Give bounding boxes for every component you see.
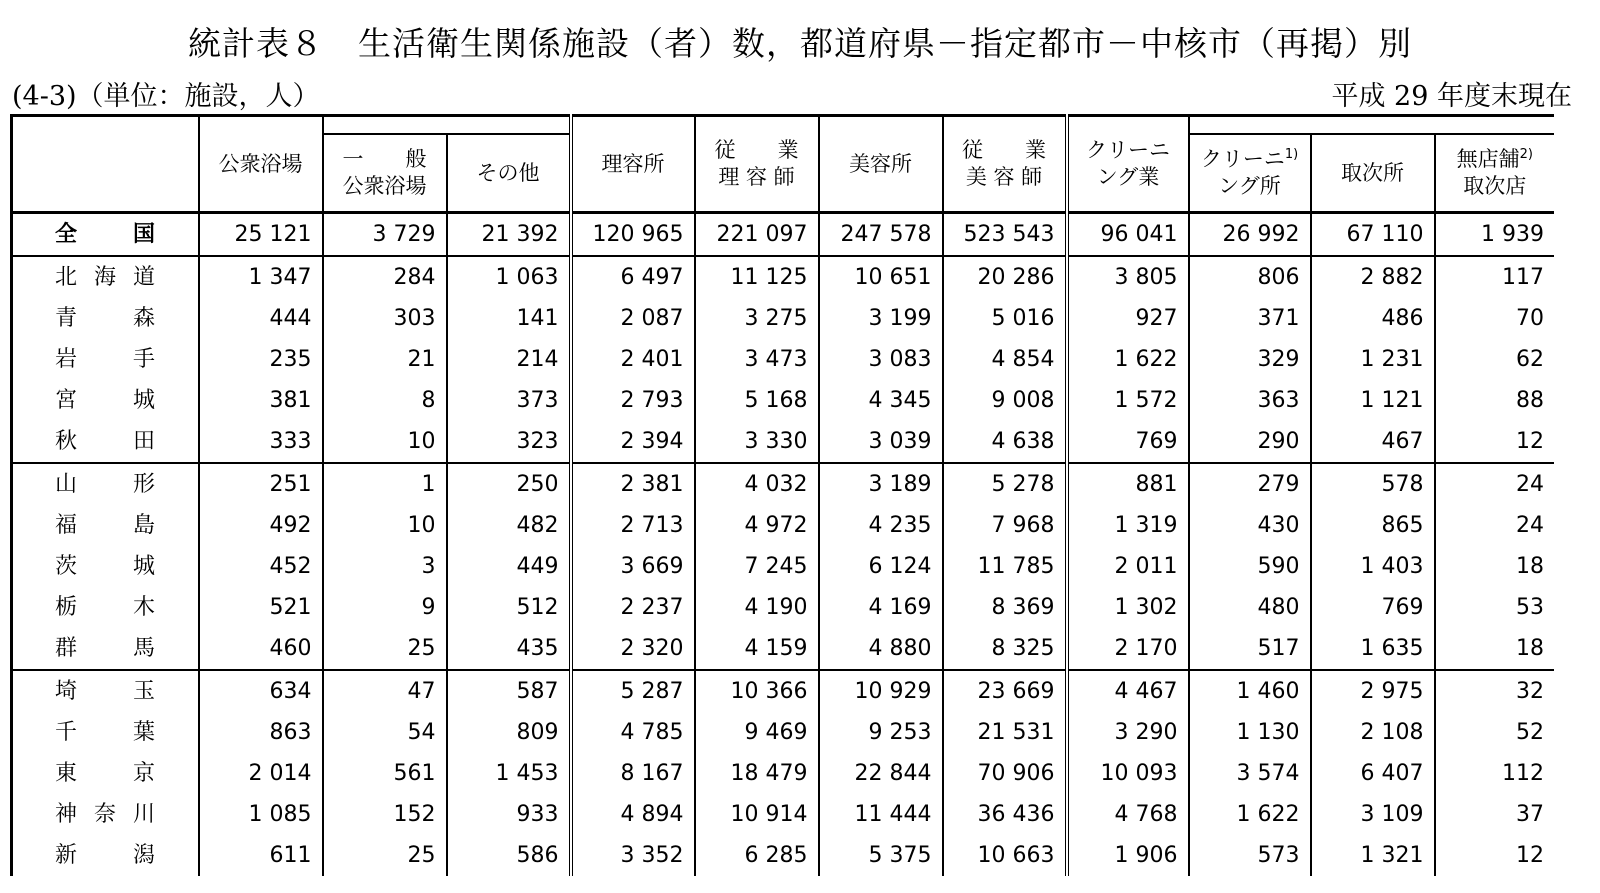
- table-cell: 117: [1435, 256, 1555, 298]
- table-cell: 2 014: [199, 753, 323, 794]
- table-cell: 6 407: [1311, 753, 1435, 794]
- table-cell: 587: [447, 670, 571, 712]
- table-cell: 152: [323, 794, 447, 835]
- table-cell: 96 041: [1067, 213, 1189, 257]
- table-cell: 4 972: [695, 505, 819, 546]
- table-cell: 21 392: [447, 213, 571, 257]
- table-cell: 8 167: [571, 753, 695, 794]
- table-cell: 4 768: [1067, 794, 1189, 835]
- table-cell: 8 325: [943, 628, 1067, 670]
- table-cell: 3 083: [819, 339, 943, 380]
- row-label: 山 形: [12, 463, 199, 505]
- table-cell: 1 403: [1311, 546, 1435, 587]
- table-cell: 18: [1435, 546, 1555, 587]
- table-cell: 5 287: [571, 670, 695, 712]
- table-row: [12, 380, 1555, 421]
- table-cell: 36 436: [943, 794, 1067, 835]
- table-cell: 881: [1067, 463, 1189, 505]
- table-unit-note: (4-3)（単位：施設，人）: [12, 81, 320, 112]
- table-cell: 3 199: [819, 298, 943, 339]
- table-cell: 2 401: [571, 339, 695, 380]
- as-of-date: 平成 29 年度末現在: [1331, 81, 1572, 112]
- statistics-table: [10, 114, 1554, 876]
- table-cell: 4 467: [1067, 670, 1189, 712]
- col-header-0: [199, 116, 323, 213]
- footnote-marker: 1): [1284, 147, 1299, 162]
- table-cell: 9 253: [819, 712, 943, 753]
- table-cell: 70: [1435, 298, 1555, 339]
- table-cell: 467: [1311, 421, 1435, 463]
- col-header-text: 従 業: [714, 138, 799, 162]
- table-cell: 8: [323, 380, 447, 421]
- table-cell: 11 785: [943, 546, 1067, 587]
- table-cell: 10 914: [695, 794, 819, 835]
- table-cell: 2 011: [1067, 546, 1189, 587]
- statistics-table-container: [10, 114, 1554, 893]
- table-cell: 578: [1311, 463, 1435, 505]
- table-cell: 5 016: [943, 298, 1067, 339]
- col-header-7: [1067, 116, 1189, 213]
- table-cell: 4 880: [819, 628, 943, 670]
- table-cell: 1 635: [1311, 628, 1435, 670]
- col-header-cleaning-group: [1189, 116, 1555, 135]
- table-cell: 25 121: [199, 213, 323, 257]
- table-cell: 3 729: [323, 213, 447, 257]
- footnote-marker: 2): [1519, 147, 1533, 162]
- row-label: 岩 手: [12, 339, 199, 380]
- table-cell: 3: [323, 546, 447, 587]
- table-cell: 1 939: [1435, 213, 1555, 257]
- table-cell: 1 460: [1189, 670, 1311, 712]
- table-cell: 303: [323, 298, 447, 339]
- row-label: 東 京: [12, 753, 199, 794]
- col-header-3: [571, 116, 695, 213]
- table-row: [12, 421, 1555, 463]
- table-cell: 371: [1189, 298, 1311, 339]
- col-header-text: 無店舗: [1456, 147, 1520, 171]
- col-header-2: [447, 134, 571, 213]
- table-cell: 4 345: [819, 380, 943, 421]
- table-cell: 2 713: [571, 505, 695, 546]
- row-label-header: [12, 116, 199, 213]
- col-header-8: [1189, 134, 1311, 213]
- row-label: 神 奈 川: [12, 794, 199, 835]
- table-cell: 18 479: [695, 753, 819, 794]
- table-cell: 3 109: [1311, 794, 1435, 835]
- table-row: [12, 339, 1555, 380]
- table-cell: 10 663: [943, 835, 1067, 876]
- table-cell: 53: [1435, 587, 1555, 628]
- table-cell: 52: [1435, 712, 1555, 753]
- col-header-bath-group: [323, 116, 571, 135]
- table-cell: 3 039: [819, 421, 943, 463]
- table-cell: 9: [323, 587, 447, 628]
- table-cell: 3 290: [1067, 712, 1189, 753]
- table-cell: 32: [1435, 670, 1555, 712]
- table-cell: 8 369: [943, 587, 1067, 628]
- row-label: 北 海 道: [12, 256, 199, 298]
- table-row: [12, 463, 1555, 505]
- table-cell: 88: [1435, 380, 1555, 421]
- table-row: [12, 505, 1555, 546]
- col-header-text: その他: [476, 160, 540, 185]
- table-cell: 24: [1435, 463, 1555, 505]
- table-cell: 12: [1435, 421, 1555, 463]
- table-row: [12, 794, 1555, 835]
- row-label: 茨 城: [12, 546, 199, 587]
- row-label: 埼 玉: [12, 670, 199, 712]
- table-cell: 460: [199, 628, 323, 670]
- table-cell: 251: [199, 463, 323, 505]
- table-cell: 2 394: [571, 421, 695, 463]
- table-cell: 769: [1067, 421, 1189, 463]
- table-cell: 1 302: [1067, 587, 1189, 628]
- table-cell: 112: [1435, 753, 1555, 794]
- table-cell: 3 574: [1189, 753, 1311, 794]
- table-cell: 512: [447, 587, 571, 628]
- table-cell: 10 929: [819, 670, 943, 712]
- table-cell: 250: [447, 463, 571, 505]
- table-cell: 1 347: [199, 256, 323, 298]
- col-header-text: クリーニ: [1086, 138, 1170, 162]
- table-cell: 247 578: [819, 213, 943, 257]
- table-cell: 5 375: [819, 835, 943, 876]
- table-cell: 3 805: [1067, 256, 1189, 298]
- col-header-text: 美容所: [849, 151, 912, 176]
- col-header-text: 理 容 師: [718, 165, 795, 189]
- table-cell: 67 110: [1311, 213, 1435, 257]
- table-cell: 586: [447, 835, 571, 876]
- col-header-text: 取次店: [1463, 174, 1527, 198]
- table-cell: 4 235: [819, 505, 943, 546]
- table-cell: 486: [1311, 298, 1435, 339]
- table-cell: 10 366: [695, 670, 819, 712]
- table-cell: 4 169: [819, 587, 943, 628]
- table-cell: 4 190: [695, 587, 819, 628]
- table-cell: 1 085: [199, 794, 323, 835]
- table-cell: 10: [323, 421, 447, 463]
- table-row: [12, 546, 1555, 587]
- table-cell: 1 063: [447, 256, 571, 298]
- table-cell: 6 497: [571, 256, 695, 298]
- table-cell: 21: [323, 339, 447, 380]
- table-cell: 1 622: [1067, 339, 1189, 380]
- table-cell: 5 168: [695, 380, 819, 421]
- table-cell: 62: [1435, 339, 1555, 380]
- table-cell: 1 130: [1189, 712, 1311, 753]
- table-cell: 1 572: [1067, 380, 1189, 421]
- table-cell: 865: [1311, 505, 1435, 546]
- table-cell: 11 444: [819, 794, 943, 835]
- table-cell: 4 159: [695, 628, 819, 670]
- table-cell: 3 189: [819, 463, 943, 505]
- table-cell: 4 638: [943, 421, 1067, 463]
- table-cell: 482: [447, 505, 571, 546]
- table-cell: 1 453: [447, 753, 571, 794]
- table-cell: 22 844: [819, 753, 943, 794]
- table-cell: 2 793: [571, 380, 695, 421]
- table-cell: 9 008: [943, 380, 1067, 421]
- row-label: 新 潟: [12, 835, 199, 876]
- table-cell: 444: [199, 298, 323, 339]
- table-cell: 21 531: [943, 712, 1067, 753]
- table-cell: 4 894: [571, 794, 695, 835]
- col-header-text: クリーニ: [1200, 147, 1285, 171]
- table-cell: 1 121: [1311, 380, 1435, 421]
- table-body: [12, 213, 1555, 877]
- table-cell: 4 854: [943, 339, 1067, 380]
- table-cell: 2 381: [571, 463, 695, 505]
- row-label: 栃 木: [12, 587, 199, 628]
- col-header-6: [943, 116, 1067, 213]
- table-cell: 9 469: [695, 712, 819, 753]
- col-header-text: 美 容 師: [965, 165, 1043, 189]
- table-cell: 120 965: [571, 213, 695, 257]
- table-cell: 3 330: [695, 421, 819, 463]
- table-cell: 2 237: [571, 587, 695, 628]
- col-header-text: 公衆浴場: [342, 174, 427, 198]
- table-cell: 141: [447, 298, 571, 339]
- total-row: [12, 213, 1555, 257]
- row-label: 宮 城: [12, 380, 199, 421]
- row-label: 群 馬: [12, 628, 199, 670]
- table-cell: 10 093: [1067, 753, 1189, 794]
- table-cell: 4 032: [695, 463, 819, 505]
- table-cell: 2 108: [1311, 712, 1435, 753]
- table-cell: 363: [1189, 380, 1311, 421]
- table-cell: 20 286: [943, 256, 1067, 298]
- table-row: [12, 298, 1555, 339]
- table-cell: 492: [199, 505, 323, 546]
- table-cell: 11 125: [695, 256, 819, 298]
- table-cell: 6 285: [695, 835, 819, 876]
- table-cell: 1 622: [1189, 794, 1311, 835]
- table-cell: 5 278: [943, 463, 1067, 505]
- table-row: [12, 712, 1555, 753]
- table-cell: 37: [1435, 794, 1555, 835]
- table-cell: 2 087: [571, 298, 695, 339]
- table-cell: 284: [323, 256, 447, 298]
- table-cell: 7 968: [943, 505, 1067, 546]
- table-cell: 769: [1311, 587, 1435, 628]
- table-cell: 806: [1189, 256, 1311, 298]
- col-header-5: [819, 116, 943, 213]
- table-cell: 590: [1189, 546, 1311, 587]
- table-cell: 23 669: [943, 670, 1067, 712]
- table-cell: 927: [1067, 298, 1189, 339]
- table-cell: 1 231: [1311, 339, 1435, 380]
- table-cell: 933: [447, 794, 571, 835]
- table-cell: 10 651: [819, 256, 943, 298]
- col-header-10: [1435, 134, 1555, 213]
- table-cell: 573: [1189, 835, 1311, 876]
- table-cell: 1 319: [1067, 505, 1189, 546]
- col-header-text: ング業: [1096, 165, 1160, 189]
- row-label: 青 森: [12, 298, 199, 339]
- table-cell: 863: [199, 712, 323, 753]
- table-cell: 561: [323, 753, 447, 794]
- table-cell: 521: [199, 587, 323, 628]
- row-label: 全 国: [12, 213, 199, 257]
- table-cell: 373: [447, 380, 571, 421]
- col-header-text: 従 業: [962, 138, 1046, 162]
- table-cell: 480: [1189, 587, 1311, 628]
- col-header-1: [323, 134, 447, 213]
- col-header-4: [695, 116, 819, 213]
- table-cell: 3 352: [571, 835, 695, 876]
- table-row: [12, 628, 1555, 670]
- table-cell: 10: [323, 505, 447, 546]
- col-header-text: 一 般: [342, 147, 427, 171]
- table-cell: 70 906: [943, 753, 1067, 794]
- table-cell: 2 320: [571, 628, 695, 670]
- table-cell: 2 170: [1067, 628, 1189, 670]
- col-header-text: ング所: [1218, 174, 1281, 198]
- table-row: [12, 670, 1555, 712]
- table-cell: 323: [447, 421, 571, 463]
- table-cell: 517: [1189, 628, 1311, 670]
- table-cell: 809: [447, 712, 571, 753]
- table-cell: 430: [1189, 505, 1311, 546]
- table-cell: 3 473: [695, 339, 819, 380]
- row-label: 秋 田: [12, 421, 199, 463]
- table-cell: 523 543: [943, 213, 1067, 257]
- table-cell: 3 275: [695, 298, 819, 339]
- table-cell: 54: [323, 712, 447, 753]
- table-cell: 1 906: [1067, 835, 1189, 876]
- table-row: [12, 256, 1555, 298]
- row-label: 福 島: [12, 505, 199, 546]
- table-cell: 12: [1435, 835, 1555, 876]
- table-cell: 6 124: [819, 546, 943, 587]
- table-cell: 449: [447, 546, 571, 587]
- table-cell: 47: [323, 670, 447, 712]
- table-cell: 25: [323, 835, 447, 876]
- table-row: [12, 753, 1555, 794]
- table-cell: 381: [199, 380, 323, 421]
- table-cell: 279: [1189, 463, 1311, 505]
- table-cell: 2 975: [1311, 670, 1435, 712]
- table-cell: 435: [447, 628, 571, 670]
- table-cell: 26 992: [1189, 213, 1311, 257]
- col-header-text: 理容所: [601, 151, 665, 176]
- table-cell: 1: [323, 463, 447, 505]
- table-cell: 634: [199, 670, 323, 712]
- table-row: [12, 587, 1555, 628]
- table-cell: 2 882: [1311, 256, 1435, 298]
- table-cell: 235: [199, 339, 323, 380]
- col-header-9: [1311, 134, 1435, 213]
- table-cell: 333: [199, 421, 323, 463]
- table-cell: 611: [199, 835, 323, 876]
- table-cell: 214: [447, 339, 571, 380]
- table-cell: 452: [199, 546, 323, 587]
- table-cell: 329: [1189, 339, 1311, 380]
- table-cell: 221 097: [695, 213, 819, 257]
- table-cell: 3 669: [571, 546, 695, 587]
- table-row: [12, 835, 1555, 876]
- table-cell: 4 785: [571, 712, 695, 753]
- table-cell: 290: [1189, 421, 1311, 463]
- table-cell: 7 245: [695, 546, 819, 587]
- table-cell: 1 321: [1311, 835, 1435, 876]
- col-header-text: 公衆浴場: [218, 151, 303, 176]
- col-header-text: 取次所: [1341, 160, 1404, 185]
- table-cell: 24: [1435, 505, 1555, 546]
- row-label: 千 葉: [12, 712, 199, 753]
- table-cell: 18: [1435, 628, 1555, 670]
- page-title: 統計表８ 生活衛生関係施設（者）数，都道府県－指定都市－中核市（再掲）別: [188, 24, 1412, 63]
- table-cell: 25: [323, 628, 447, 670]
